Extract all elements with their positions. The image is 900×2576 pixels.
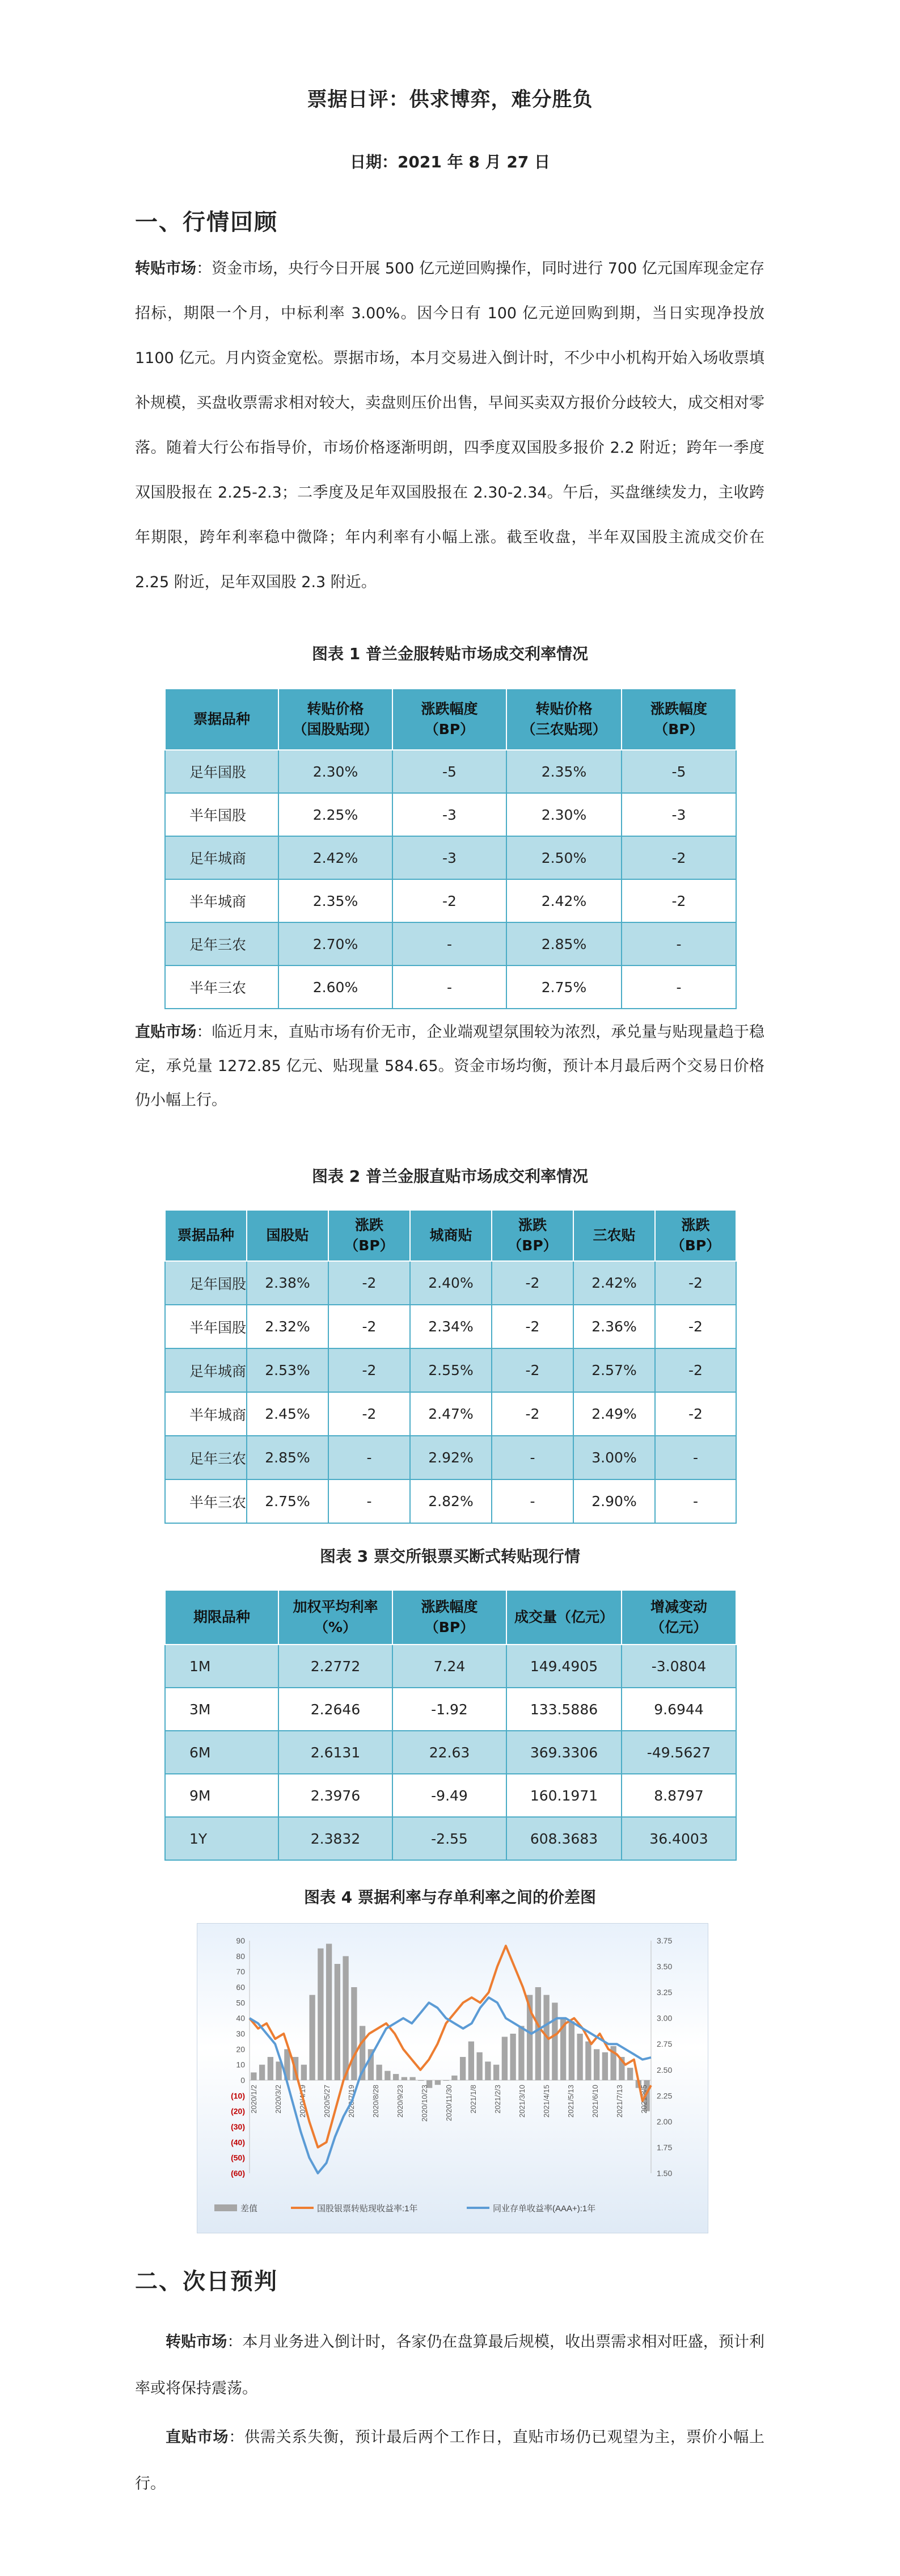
table-cell: 2.53% [247, 1348, 328, 1392]
paragraph-body: ：临近月末，直贴市场有价无市，企业端观望氛围较为浓烈，承兑量与贴现量趋于稳定，承兑量 1272.85 亿元、贴现量 584.65。资金市场均衡，预计本月最后两个交易日价格仍小幅上行。 [135, 1023, 765, 1109]
table-cell: 2.47% [410, 1392, 492, 1436]
table-cell: 2.36% [573, 1305, 655, 1348]
row-label-cell: 足年国股 [165, 750, 278, 793]
row-label-cell: 1Y [165, 1817, 278, 1860]
y-left-tick-label: 40 [236, 2013, 245, 2023]
bar-spread [485, 2061, 491, 2080]
table-cell: 2.85% [247, 1436, 328, 1479]
bar-spread [251, 2072, 256, 2080]
column-header-line: （BP） [344, 1237, 394, 1254]
table-cell: 2.32% [247, 1305, 328, 1348]
table-row [165, 836, 736, 879]
table-cell: 2.34% [410, 1305, 492, 1348]
table-row [165, 1731, 736, 1774]
y-right-tick-label: 3.00 [657, 2013, 673, 2023]
column-header [506, 689, 622, 750]
column-header [247, 1210, 328, 1261]
row-label-cell: 3M [165, 1688, 278, 1731]
row-label-cell: 足年国股 [165, 1261, 247, 1305]
table-cell: -2 [328, 1392, 410, 1436]
table-cell: 2.45% [247, 1392, 328, 1436]
table-header-row [165, 1210, 736, 1261]
column-header-line: 转贴价格 [307, 701, 364, 717]
table-row [165, 1688, 736, 1731]
paragraph-transfer-market [135, 246, 764, 605]
table-row [165, 1479, 736, 1523]
table-cell: 7.24 [392, 1645, 506, 1688]
table-cell: 2.75% [506, 966, 622, 1009]
table-cell: -2 [492, 1392, 573, 1436]
table-cell: 2.49% [573, 1392, 655, 1436]
table-row [165, 1305, 736, 1348]
table-row [165, 1392, 736, 1436]
bar-spread [451, 2076, 457, 2080]
column-header-line: 涨跌幅度 [421, 701, 478, 717]
bar-spread [309, 1995, 315, 2080]
y-left-tick-label: 30 [236, 2029, 245, 2038]
x-tick-label: 2021/4/15 [542, 2085, 551, 2118]
x-tick-label: 2021/8/5 [640, 2085, 648, 2114]
column-header [622, 689, 736, 750]
table-cell: 2.75% [247, 1479, 328, 1523]
column-header [392, 689, 506, 750]
bar-spread [402, 2077, 407, 2080]
table-cell: -2 [655, 1261, 736, 1305]
column-header [165, 689, 278, 750]
table-cell: 2.42% [573, 1261, 655, 1305]
table-cell: 2.3976 [278, 1774, 392, 1817]
table-cell: 2.92% [410, 1436, 492, 1479]
table-cell: - [492, 1436, 573, 1479]
row-label-cell: 半年城商 [165, 879, 278, 922]
column-header [392, 1590, 506, 1645]
y-left-tick-label: (30) [231, 2122, 245, 2131]
table-row [165, 922, 736, 966]
row-label-cell: 足年三农 [165, 1436, 247, 1479]
bar-spread [552, 2002, 557, 2080]
table-cell: -3 [392, 793, 506, 836]
table-cell: -2 [655, 1348, 736, 1392]
column-header-line: （BP） [508, 1237, 557, 1254]
table-cell: 2.85% [506, 922, 622, 966]
table-row [165, 1436, 736, 1479]
y-right-tick-label: 3.25 [657, 1988, 673, 1997]
bar-spread [476, 2052, 482, 2080]
column-header [165, 1210, 247, 1261]
bar-spread [468, 2042, 474, 2080]
table-cell: -2 [328, 1261, 410, 1305]
bar-spread [435, 2080, 441, 2085]
paragraph-direct-market [135, 1015, 764, 1118]
bar-spread [318, 1949, 323, 2080]
table-row [165, 1645, 736, 1688]
bar-spread [535, 1987, 541, 2080]
x-tick-label: 2021/7/13 [615, 2085, 624, 2118]
column-header-line: 加权平均利率 [293, 1599, 378, 1615]
y-right-tick-label: 2.50 [657, 2065, 673, 2075]
column-header-line: 城商贴 [429, 1227, 472, 1243]
bar-spread [569, 2021, 574, 2080]
table-cell: 2.2646 [278, 1688, 392, 1731]
column-header [655, 1210, 736, 1261]
table-cell: 2.2772 [278, 1645, 392, 1688]
table-cell: 2.3832 [278, 1817, 392, 1860]
x-tick-label: 2020/11/30 [445, 2085, 453, 2122]
section-heading-forecast: 二、次日预判 [135, 2269, 278, 2295]
legend-swatch-spread [214, 2204, 237, 2211]
table-row [165, 966, 736, 1009]
table-cell: 149.4905 [506, 1645, 622, 1688]
direct-rate-table [164, 1209, 737, 1524]
table-row [165, 1817, 736, 1860]
row-label-cell: 半年三农 [165, 1479, 247, 1523]
table-cell: 2.35% [278, 879, 392, 922]
table-row [165, 1348, 736, 1392]
bar-spread [602, 2052, 608, 2080]
column-header [278, 689, 392, 750]
table2-title: 图表 2 普兰金服直贴市场成交利率情况 [312, 1167, 588, 1186]
table-cell: 22.63 [392, 1731, 506, 1774]
row-label-cell: 足年城商 [165, 1348, 247, 1392]
table-cell: 369.3306 [506, 1731, 622, 1774]
paragraph-label: 直贴市场 [135, 1023, 197, 1041]
column-header-line: （三农贴现） [521, 721, 607, 737]
column-header-line: 转贴价格 [535, 701, 593, 717]
column-header-line: （国股贴现） [293, 721, 378, 737]
x-tick-label: 2020/9/23 [396, 2085, 404, 2118]
column-header-line: 涨跌幅度 [650, 701, 707, 717]
table-row [165, 750, 736, 793]
table-cell: -2 [392, 879, 506, 922]
paragraph-body: ：供需关系失衡，预计最后两个工作日，直贴市场仍已观望为主，票价小幅上行。 [135, 2429, 765, 2493]
table-header-row [165, 689, 736, 750]
x-tick-label: 2020/10/23 [420, 2085, 429, 2122]
table-cell: 608.3683 [506, 1817, 622, 1860]
section-heading-review: 一、行情回顾 [135, 209, 278, 235]
row-label-cell: 9M [165, 1774, 278, 1817]
bar-spread [351, 1987, 357, 2080]
paragraph-forecast-direct [135, 2414, 764, 2507]
legend-label: 国股银票转贴现收益率:1年 [317, 2204, 418, 2214]
table-cell: -2 [492, 1261, 573, 1305]
y-left-tick-label: (40) [231, 2137, 245, 2147]
column-header-line: 票据品种 [177, 1227, 234, 1243]
table-cell: -5 [622, 750, 736, 793]
row-label-cell: 半年城商 [165, 1392, 247, 1436]
table-cell: 2.30% [506, 793, 622, 836]
table-cell: -2 [655, 1392, 736, 1436]
table-cell: 2.30% [278, 750, 392, 793]
table-cell: 8.8797 [622, 1774, 736, 1817]
table-cell: - [392, 966, 506, 1009]
table-cell: - [328, 1479, 410, 1523]
y-right-tick-label: 2.25 [657, 2091, 673, 2101]
table-cell: -1.92 [392, 1688, 506, 1731]
bar-spread [418, 2080, 424, 2081]
paragraph-body: ：资金市场，央行今日开展 500 亿元逆回购操作，同时进行 700 亿元国库现金定存招标，期限一个月，中标利率 3.00%。因今日有 100 亿元逆回购到期，当日实现净投放 1100 亿元。月内资金宽松。票据市场，本月交易进入倒计时，不少中小机构开始入场收票填补规模，买盘收票需求相对较大，卖盘则压价出售，早间买卖双方报价分歧较大，成交相对零落。随着大行公布指导价，市场价格逐渐明朗，四季度双国股多报价 2.2 附近；跨年一季度双国股报在 2.25-2.3；二季度及足年双国股报在 2.30-2.34。午后，买盘继续发力，主收跨年期限，跨年利率稳中微降；年内利率有小幅上涨。截至收盘，半年双国股主流成交价在 2.25 附近，足年双国股 2.3 附近。 [135, 260, 764, 591]
paragraph-forecast-transfer [135, 2319, 764, 2412]
column-header-line: 涨跌 [354, 1217, 383, 1233]
paragraph-label: 直贴市场 [166, 2429, 229, 2446]
table-cell: - [492, 1479, 573, 1523]
y-left-tick-label: 70 [236, 1967, 245, 1976]
bar-spread [577, 2034, 582, 2080]
bar-spread [443, 2080, 449, 2081]
table-cell: 3.00% [573, 1436, 655, 1479]
y-right-tick-label: 2.75 [657, 2039, 673, 2049]
column-header [506, 1590, 622, 1645]
bar-spread [493, 2065, 499, 2080]
y-right-tick-label: 2.00 [657, 2117, 673, 2126]
table-cell: -2 [655, 1305, 736, 1348]
bar-spread [510, 2034, 516, 2080]
bar-spread [502, 2037, 508, 2080]
x-tick-label: 2020/7/19 [347, 2085, 356, 2118]
table-cell: 2.42% [278, 836, 392, 879]
row-label-cell: 足年三农 [165, 922, 278, 966]
column-header-line: 增减变动 [650, 1599, 707, 1615]
column-header [573, 1210, 655, 1261]
paragraph-label: 转贴市场 [135, 260, 197, 277]
column-header-line: （亿元） [650, 1619, 707, 1635]
column-header [278, 1590, 392, 1645]
table-cell: 2.70% [278, 922, 392, 966]
table-cell: -3 [392, 836, 506, 879]
column-header-line: 期限品种 [193, 1609, 250, 1625]
y-left-tick-label: 50 [236, 1998, 245, 2008]
x-tick-label: 2021/6/10 [591, 2085, 599, 2118]
table-row [165, 1261, 736, 1305]
column-header-line: （BP） [654, 721, 704, 737]
table-cell: 2.38% [247, 1261, 328, 1305]
spread-chart-svg [197, 1924, 708, 2233]
x-tick-label: 2020/3/2 [274, 2085, 282, 2114]
row-label-cell: 1M [165, 1645, 278, 1688]
x-tick-label: 2021/3/10 [518, 2085, 526, 2118]
table-cell: -2 [492, 1348, 573, 1392]
y-right-tick-label: 1.50 [657, 2169, 673, 2178]
table-cell: 133.5886 [506, 1688, 622, 1731]
x-tick-label: 2020/4/19 [298, 2085, 307, 2118]
y-left-tick-label: 10 [236, 2060, 245, 2069]
y-left-tick-label: (60) [231, 2169, 245, 2178]
table-cell: -3.0804 [622, 1645, 736, 1688]
exchange-market-table [164, 1590, 737, 1861]
y-right-tick-label: 3.50 [657, 1962, 673, 1971]
table-cell: -2 [492, 1305, 573, 1348]
x-tick-label: 2020/1/2 [250, 2085, 258, 2114]
table-cell: - [622, 922, 736, 966]
table-cell: - [655, 1479, 736, 1523]
bar-spread [460, 2057, 466, 2080]
bar-spread [585, 2042, 591, 2080]
table-row [165, 1774, 736, 1817]
column-header-line: （%） [314, 1619, 357, 1635]
bar-spread [627, 2068, 633, 2080]
row-label-cell: 半年三农 [165, 966, 278, 1009]
bar-spread [268, 2057, 273, 2080]
table-cell: - [328, 1436, 410, 1479]
paragraph-body: ：本月业务进入倒计时，各家仍在盘算最后规模，收出票需求相对旺盛，预计利率或将保持震荡。 [135, 2333, 765, 2397]
column-header [622, 1590, 736, 1645]
table-cell: 2.40% [410, 1261, 492, 1305]
column-header-line: （BP） [670, 1237, 721, 1254]
y-left-tick-label: (10) [231, 2091, 245, 2101]
table-cell: 2.55% [410, 1348, 492, 1392]
y-left-tick-label: 90 [236, 1936, 245, 1945]
column-header-line: 涨跌 [518, 1217, 547, 1233]
x-tick-label: 2021/5/13 [567, 2085, 575, 2118]
table-cell: 2.50% [506, 836, 622, 879]
column-header [328, 1210, 410, 1261]
bar-spread [259, 2065, 265, 2080]
table-cell: -2 [328, 1305, 410, 1348]
row-label-cell: 6M [165, 1731, 278, 1774]
table-row [165, 879, 736, 922]
x-tick-label: 2020/8/28 [371, 2085, 380, 2118]
table-cell: -2 [622, 879, 736, 922]
table-cell: 2.35% [506, 750, 622, 793]
y-left-tick-label: (20) [231, 2106, 245, 2116]
table-header-row [165, 1590, 736, 1645]
spread-chart [197, 1923, 708, 2233]
table-cell: - [622, 966, 736, 1009]
bar-spread [409, 2077, 415, 2080]
column-header-line: 国股贴 [266, 1227, 309, 1243]
table1-title: 图表 1 普兰金服转贴市场成交利率情况 [312, 644, 588, 663]
table-cell: 2.57% [573, 1348, 655, 1392]
bar-spread [594, 2049, 599, 2080]
table-cell: -2 [622, 836, 736, 879]
y-left-tick-label: 0 [240, 2076, 245, 2085]
table-cell: -2 [328, 1348, 410, 1392]
table-cell: 9.6944 [622, 1688, 736, 1731]
bar-spread [393, 2074, 399, 2080]
x-tick-label: 2021/2/3 [493, 2085, 502, 2114]
table-cell: -9.49 [392, 1774, 506, 1817]
column-header-line: 票据品种 [193, 711, 250, 727]
row-label-cell: 半年国股 [165, 793, 278, 836]
y-left-tick-label: 20 [236, 2044, 245, 2054]
table-cell: -2.55 [392, 1817, 506, 1860]
table-cell: 2.42% [506, 879, 622, 922]
y-left-tick-label: 80 [236, 1951, 245, 1961]
y-right-tick-label: 1.75 [657, 2143, 673, 2152]
transfer-rate-table [164, 688, 737, 1009]
bar-spread [384, 2071, 390, 2080]
document-date: 日期：2021 年 8 月 27 日 [349, 153, 551, 171]
y-right-tick-label: 3.75 [657, 1936, 673, 1945]
table-cell: 160.1971 [506, 1774, 622, 1817]
column-header-line: 涨跌 [681, 1217, 710, 1233]
column-header [165, 1590, 278, 1645]
table-cell: 2.6131 [278, 1731, 392, 1774]
figure4-title: 图表 4 票据利率与存单利率之间的价差图 [304, 1888, 596, 1907]
table-cell: -5 [392, 750, 506, 793]
table-row [165, 793, 736, 836]
column-header-line: 涨跌幅度 [421, 1599, 478, 1615]
paragraph-label: 转贴市场 [166, 2333, 227, 2351]
document-title: 票据日评：供求博弈，难分胜负 [307, 88, 593, 111]
legend-label: 差值 [240, 2204, 258, 2214]
row-label-cell: 半年国股 [165, 1305, 247, 1348]
table3-title: 图表 3 票交所银票买断式转贴现行情 [320, 1547, 580, 1566]
table-cell: 2.60% [278, 966, 392, 1009]
table-cell: -49.5627 [622, 1731, 736, 1774]
x-tick-label: 2021/1/8 [469, 2085, 478, 2114]
table-cell: -3 [622, 793, 736, 836]
column-header-line: （BP） [424, 1619, 475, 1635]
table-cell: 36.4003 [622, 1817, 736, 1860]
bar-spread [376, 2065, 382, 2080]
bar-spread [335, 1964, 340, 2080]
table-cell: 2.90% [573, 1479, 655, 1523]
column-header [492, 1210, 573, 1261]
column-header-line: 三农贴 [593, 1227, 636, 1243]
table-cell: 2.25% [278, 793, 392, 836]
bar-spread [326, 1943, 332, 2080]
y-left-tick-label: (50) [231, 2153, 245, 2162]
y-left-tick-label: 60 [236, 1983, 245, 1992]
bar-spread [301, 2065, 307, 2080]
legend-label: 同业存单收益率(AAA+):1年 [493, 2204, 596, 2214]
table-cell: - [392, 922, 506, 966]
column-header-line: 成交量（亿元） [514, 1609, 614, 1625]
column-header [410, 1210, 492, 1261]
table-cell: 2.82% [410, 1479, 492, 1523]
row-label-cell: 足年城商 [165, 836, 278, 879]
table-cell: - [655, 1436, 736, 1479]
bar-spread [518, 2026, 524, 2080]
bar-spread [343, 1956, 348, 2080]
column-header-line: （BP） [424, 721, 475, 737]
x-tick-label: 2020/5/27 [323, 2085, 331, 2118]
